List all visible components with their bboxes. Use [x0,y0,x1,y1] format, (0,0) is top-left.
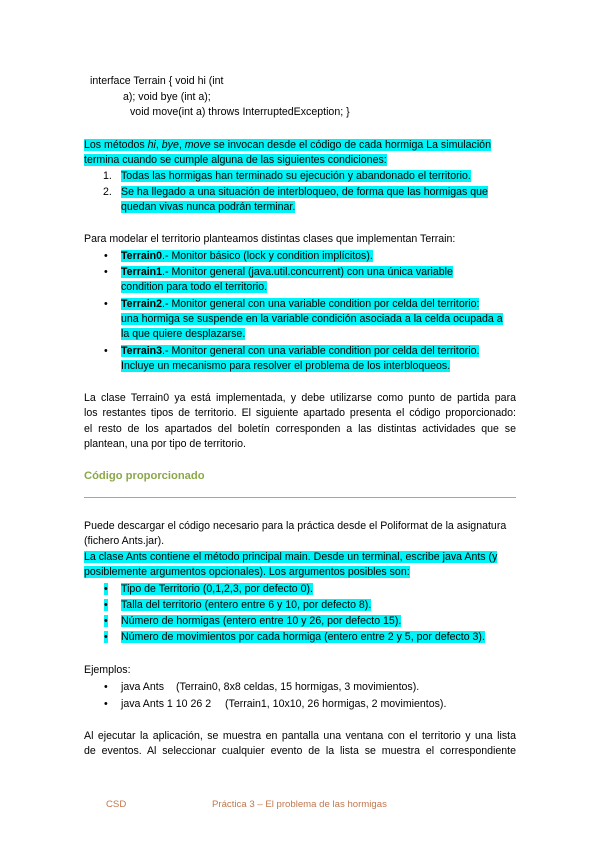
bullet-icon: • [104,266,108,278]
download-line-1: Puede descargar el código necesario para la práctica desde el Poliformat de la asignatura [84,520,507,532]
terrain0-para-line-4: plantean, una por tipo de territorio. [84,438,246,450]
bullet-icon: • [104,681,108,693]
bullet-icon: • [104,583,108,595]
example-1-cmd: java Ants [121,681,164,693]
example-1-desc: (Terrain0, 8x8 celdas, 15 hormigas, 3 movimientos). [176,681,420,693]
condition-2-line-1: Se ha llegado a una situación de interbloqueo, de forma que las hormigas que [121,186,488,198]
terrain2-line-1: Terrain2.- Monitor general con una variable condition por celda del territorio: [121,298,480,310]
section-heading: Código proporcionado [84,470,205,482]
methods-line-1: Los métodos hi, bye, move se invocan desde el código de cada hormiga La simulación [84,139,491,151]
argument-4: Número de movimientos por cada hormiga (entero entre 2 y 5, por defecto 3). [121,631,485,643]
argument-3: Número de hormigas (entero entre 10 y 26, por defecto 15). [121,615,402,627]
condition-number-1: 1. [103,170,112,182]
bullet-icon: • [104,599,108,611]
example-2-cmd: java Ants 1 10 26 2 [121,698,212,710]
condition-2-line-2: quedan vivas nunca podrán terminar. [121,201,296,213]
bullet-icon: • [104,631,108,643]
bullet-icon: • [104,345,108,357]
terrain1-line-2: condition para todo el territorio. [121,281,268,293]
heading-rule [84,497,516,498]
code-line-1: interface Terrain { void hi (int [90,75,224,87]
examples-label: Ejemplos: [84,664,131,676]
terrain2-line-2: una hormiga se suspende en la variable condición asociada a la celda ocupada a [121,313,503,325]
footer-left: CSD [106,799,127,810]
example-2-desc: (Terrain1, 10x10, 26 hormigas, 2 movimientos). [225,698,447,710]
methods-line-2: termina cuando se cumple alguna de las siguientes condiciones: [84,154,387,166]
bullet-icon: • [104,298,108,310]
condition-1-line-1: Todas las hormigas han terminado su ejecución y abandonado el territorio. [121,170,471,182]
bullet-icon: • [104,250,108,262]
terrain0-para-line-1: La clase Terrain0 ya está implementada, y debe utilizarse como punto de partida para [84,392,516,404]
terrain1-line-1: Terrain1.- Monitor general (java.util.concurrent) con una única variable [121,266,453,278]
terrain0-para-line-3: el resto de los apartados del boletín corresponden a las distintas actividades que se [84,423,516,435]
bullet-icon: • [104,698,108,710]
argument-2: Talla del territorio (entero entre 6 y 10, por defecto 8). [121,599,372,611]
terrain2-line-3: la que quiere desplazarse. [121,328,246,340]
footer-center: Práctica 3 – El problema de las hormigas [212,799,387,810]
model-intro: Para modelar el territorio planteamos distintas clases que implementan Terrain: [84,233,456,245]
ants-line-1: La clase Ants contiene el método principal main. Desde un terminal, escribe java Ants (y [84,551,498,563]
terrain0-line-1: Terrain0.- Monitor básico (lock y condition implícitos). [121,250,373,262]
download-line-2: (fichero Ants.jar). [84,535,165,547]
terrain3-line-1: Terrain3.- Monitor general con una variable condition por celda del territorio. [121,345,480,357]
terrain3-line-2: Incluye un mecanismo para resolver el problema de los interbloqueos. [121,360,451,372]
terrain0-para-line-2: los restantes tipos de territorio. El siguiente apartado presenta el código proporcionado: [84,407,516,419]
bullet-icon: • [104,615,108,627]
code-line-3: void move(int a) throws InterruptedException; } [130,106,350,118]
final-para-line-1: Al ejecutar la aplicación, se muestra en pantalla una ventana con el territorio y una lista [84,730,516,742]
ants-line-2: posiblemente argumentos opcionales). Los argumentos posibles son: [84,566,410,578]
final-para-line-2: de eventos. Al seleccionar cualquier evento de la lista se muestra el correspondiente [84,745,516,757]
code-line-2: a); void bye (int a); [123,91,211,103]
argument-1: Tipo de Territorio (0,1,2,3, por defecto 0). [121,583,313,595]
condition-number-2: 2. [103,186,112,198]
